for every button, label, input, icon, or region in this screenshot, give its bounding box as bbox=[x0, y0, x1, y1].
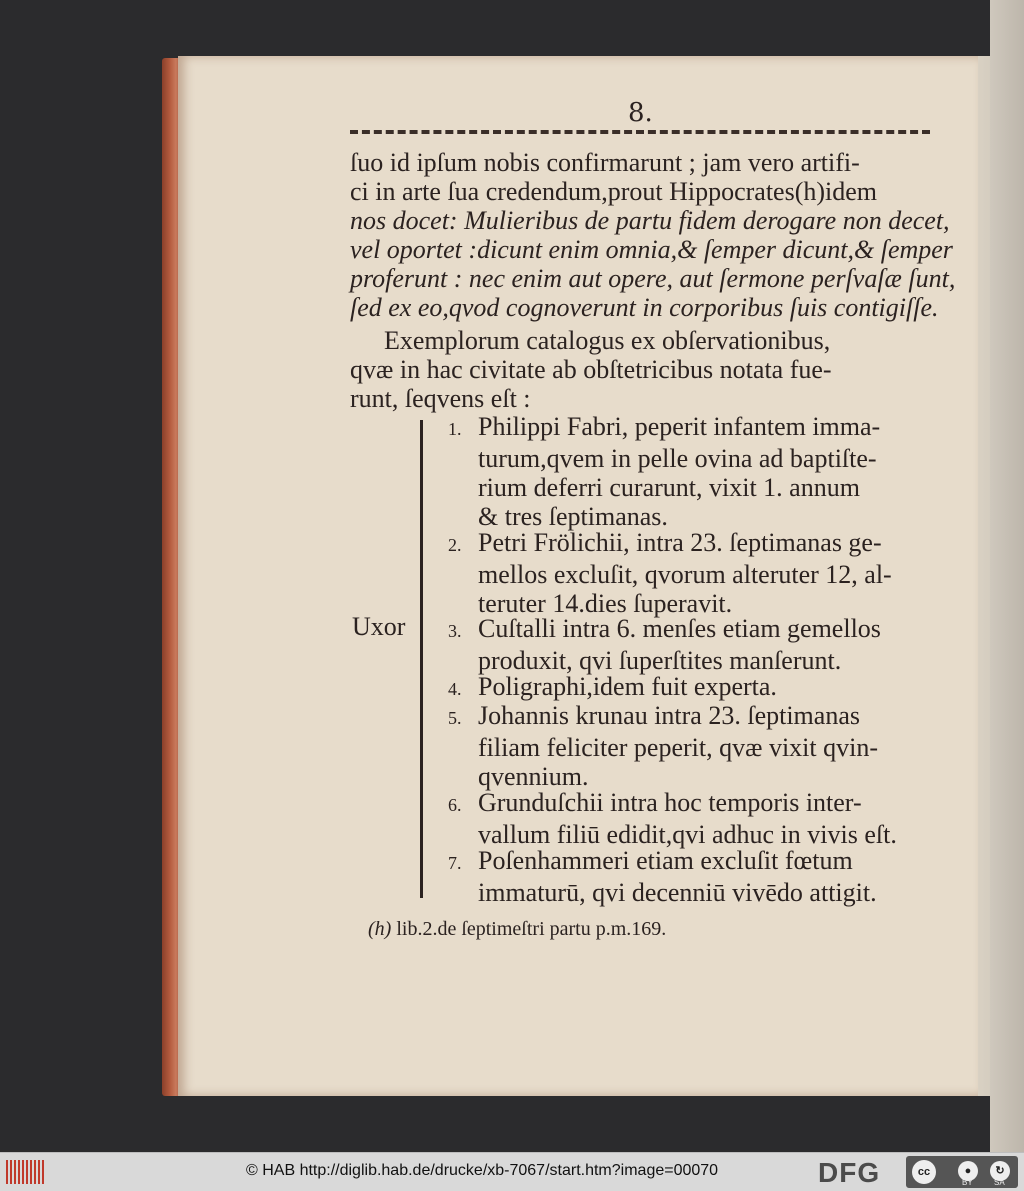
next-page-strip bbox=[990, 0, 1024, 1152]
person-icon: ● bbox=[958, 1161, 978, 1181]
item-line: mellos excluſit, qvorum alteruter 12, al- bbox=[478, 560, 892, 589]
item-line: Petri Frölichii, intra 23. ſeptimanas ge- bbox=[478, 528, 882, 557]
list-item bbox=[448, 846, 877, 907]
item-number: 4. bbox=[448, 679, 462, 699]
item-line: produxit, qvi ſuperſtites manſerunt. bbox=[478, 646, 842, 675]
paragraph-1-line-4: vel oportet :dicunt enim omnia,& ſemper dicunt,& ſemper bbox=[350, 235, 953, 264]
footer-credit-link[interactable]: © HAB http://diglib.hab.de/drucke/xb-7067/start.htm?image=00070 bbox=[246, 1162, 719, 1179]
item-line: Poſenhammeri etiam excluſit fœtum bbox=[478, 846, 853, 875]
item-line: Cuſtalli intra 6. menſes etiam gemellos bbox=[478, 614, 881, 643]
item-line: teruter 14.dies ſuperavit. bbox=[478, 589, 733, 618]
item-line: Grunduſchii intra hoc temporis inter- bbox=[478, 788, 862, 817]
item-line: immaturū, qvi decenniū vivēdo attigit. bbox=[478, 878, 877, 907]
list-item bbox=[448, 528, 892, 618]
paragraph-2-line-2: qvæ in hac civitate ab obſtetricibus notata fue- bbox=[350, 355, 832, 384]
item-line: filiam feliciter peperit, qvæ vixit qvin- bbox=[478, 733, 879, 762]
list-item bbox=[448, 788, 897, 849]
item-number: 7. bbox=[448, 853, 462, 873]
item-line: & tres ſeptimanas. bbox=[478, 502, 668, 531]
paragraph-2-line-1: Exemplorum catalogus ex obſervationibus, bbox=[384, 326, 831, 355]
paragraph-1-line-6: ſed ex eo,qvod cognoverunt in corporibus ſuis contigiſſe. bbox=[350, 293, 939, 322]
item-line: qvennium. bbox=[478, 762, 589, 791]
paragraph-2-line-3: runt, ſeqvens eſt : bbox=[350, 384, 531, 413]
cc-icon: cc bbox=[912, 1160, 936, 1184]
header-rule bbox=[350, 130, 930, 134]
item-line: rium deferri curarunt, vixit 1. annum bbox=[478, 473, 860, 502]
footnote-marker: (h) bbox=[368, 918, 392, 940]
paragraph-1-line-3: nos docet: Mulieribus de partu fidem derogare non decet, bbox=[350, 206, 950, 235]
item-line: Poligraphi,idem fuit experta. bbox=[478, 672, 777, 701]
sa-label: SA bbox=[994, 1178, 1005, 1187]
hab-logo-icon bbox=[6, 1160, 46, 1184]
item-number: 3. bbox=[448, 621, 462, 641]
list-item bbox=[448, 672, 777, 704]
item-line: vallum filiū edidit,qvi adhuc in vivis eſt. bbox=[478, 820, 897, 849]
list-item bbox=[448, 614, 881, 675]
dfg-logo: DFG bbox=[818, 1157, 881, 1188]
item-number: 6. bbox=[448, 795, 462, 815]
footer-bar bbox=[0, 1152, 1024, 1191]
cc-license-badge[interactable] bbox=[906, 1156, 1018, 1188]
list-item bbox=[448, 701, 878, 791]
item-number: 2. bbox=[448, 535, 462, 555]
item-line: Johannis krunau intra 23. ſeptimanas bbox=[478, 701, 860, 730]
item-number: 1. bbox=[448, 419, 462, 439]
item-number: 5. bbox=[448, 708, 462, 728]
brace-bracket bbox=[420, 420, 433, 898]
paragraph-1-line-2: ci in arte ſua credendum,prout Hippocrates(h)idem bbox=[350, 177, 878, 206]
item-line: turum,qvem in pelle ovina ad baptiſte- bbox=[478, 444, 877, 473]
paragraph-1-line-5: proferunt : nec enim aut opere, aut ſermone perſvaſæ ſunt, bbox=[350, 264, 956, 293]
list-item bbox=[448, 412, 880, 531]
by-label: BY bbox=[962, 1178, 973, 1187]
uxor-label: Uxor bbox=[352, 612, 406, 641]
share-alike-icon: ↻ bbox=[990, 1161, 1010, 1181]
footnote-text: lib.2.de ſeptimeſtri partu p.m.169. bbox=[396, 918, 667, 940]
page-number: 8. bbox=[628, 98, 653, 128]
item-line: Philippi Fabri, peperit infantem imma- bbox=[478, 412, 881, 441]
footnote bbox=[368, 918, 666, 941]
paragraph-1-line-1: ſuo id ipſum nobis confirmarunt ; jam vero artifi- bbox=[350, 148, 860, 177]
